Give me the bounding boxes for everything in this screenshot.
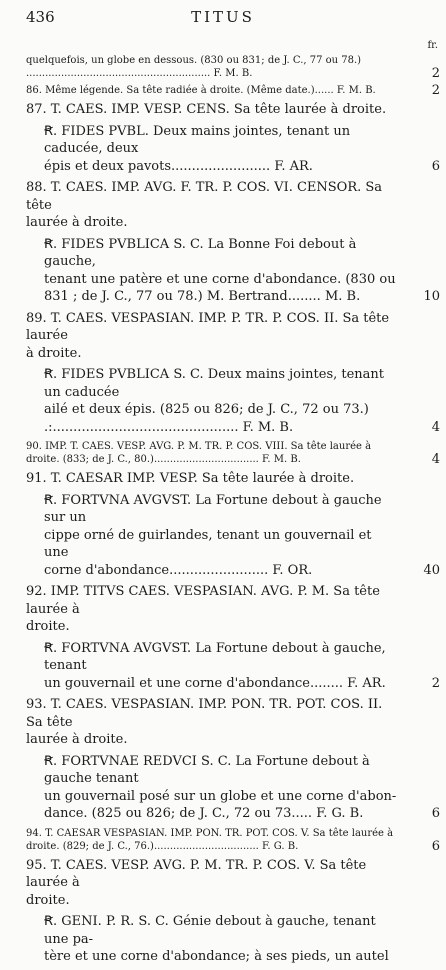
catalogue-entry-91r [26,492,440,580]
entry-line: droite. (833; de J. C., 80.)................................. F. M. B. [26,454,301,465]
entry-line: ailé et deux épis. (825 ou 826; de J. C., 72 ou 73.) [44,402,369,417]
unit-label: fr. [427,40,438,51]
entry-line: un gouvernail posé sur un globe et une corne d'abon- [44,788,397,804]
price-value: 2 [431,675,440,691]
entry-line: .:............................................. F. M. B. [44,419,294,435]
entry-line: 95. T. CAES. VESP. AVG. P. M. TR. P. COS. V. Sa tête laurée à [26,857,367,890]
entry-line: 94. T. CAESAR VESPASIAN. IMP. PON. TR. POT. COS. V. Sa tête laurée à [26,827,394,839]
entry-line: Ꞧ. GENI. P. R. S. C. Génie debout à gauche, tenant une pa- [44,914,376,947]
entry-line: Ꞧ. FIDES PVBL. Deux mains jointes, tenant un caducée, deux [44,123,351,156]
price-value: 2 [431,83,440,98]
catalogue-entry-87 [26,101,398,119]
entry-line: 90. IMP. T. CAES. VESP. AVG. P. M. TR. P. COS. VIII. Sa tête laurée à [26,441,372,452]
price-value: 4 [431,419,440,435]
catalogue-body [26,54,440,970]
catalogue-entry-89 [26,310,398,363]
page-header [0,8,446,36]
catalogue-entry-95 [26,857,398,910]
price-value: 10 [423,289,440,304]
entry-line: 831 ; de J. C., 77 ou 78.) M. Bertrand........ M. B. [44,289,361,304]
entry-line: Ꞧ. FIDES PVBLICA S. C. Deux mains jointes, tenant un caducée [44,367,385,400]
catalogue-entry-95r [26,913,398,966]
entry-line: 91. T. CAESAR IMP. VESP. Sa tête laurée à droite. [26,471,355,486]
entry-line: Ꞧ. FORTVNAE REDVCI S. C. La Fortune debout à gauche tenant [44,753,370,786]
price-value: 2 [431,66,440,81]
catalogue-entry-92r [26,640,440,693]
entry-line: quelquefois, un globe en dessous. (830 ou 831; de J. C., 77 ou 78.) [26,55,362,66]
catalogue-entry-86 [26,83,440,98]
price-value: 6 [431,806,440,821]
catalogue-entry-88 [26,179,398,232]
entry-line: Ꞧ. FIDES PVBLICA S. C. La Bonne Foi debout à gauche, [44,236,357,269]
entry-line: dance. (825 ou 826; de J. C., 72 ou 73..... F. G. B. [44,806,364,821]
entry-line: cippe orné de guirlandes, tenant un gouvernail et une [44,527,372,560]
price-value: 40 [423,562,440,578]
catalogue-entry-91 [26,470,398,488]
entry-line: 92. IMP. TITVS CAES. VESPASIAN. AVG. P. M. Sa tête laurée à [26,584,380,617]
entry-line: 87. T. CAES. IMP. VESP. CENS. Sa tête laurée à droite. [26,102,387,117]
catalogue-entry-88r [26,236,440,306]
catalogue-entry-cont [26,54,440,81]
entry-line: tenant une patère et une corne d'abondance. (830 ou [44,271,396,287]
catalogue-entry-89r [26,366,440,436]
catalogue-entry-87r [26,123,440,176]
entry-line: épis et deux pavots........................ F. AR. [44,158,313,174]
entry-line: Ꞧ. FORTVNA AVGVST. La Fortune debout à gauche sur un [44,492,382,525]
entry-line: laurée à droite. [26,215,128,230]
catalogue-entry-94 [26,827,440,854]
entry-line: un gouvernail et une corne d'abondance........ F. AR. [44,675,386,691]
entry-line: laurée à droite. [26,732,128,747]
entry-line: à droite. [26,345,82,361]
entry-line: 86. Même légende. Sa tête radiée à droite. (Même date.)...... F. M. B. [26,85,376,96]
catalogue-entry-93r [26,753,440,823]
entry-line: 88. T. CAES. IMP. AVG. F. TR. P. COS. VI. CENSOR. Sa tête [26,180,383,213]
price-value: 6 [431,158,440,174]
entry-line: 93. T. CAES. VESPASIAN. IMP. PON. TR. POT. COS. II. Sa tête [26,697,383,730]
entry-line: droite. [26,892,70,908]
entry-line: corne d'abondance........................ F. OR. [44,562,313,578]
entry-line: Ꞧ. FORTVNA AVGVST. La Fortune debout à gauche, tenant [44,640,386,673]
entry-line: tère et une corne d'abondance; à ses pieds, un autel [44,949,389,964]
catalogue-entry-92 [26,583,398,636]
price-value: 6 [431,838,440,854]
page-number: 436 [26,8,55,26]
catalogue-entry-93 [26,696,398,749]
entry-line: 89. T. CAES. VESPASIAN. IMP. P. TR. P. COS. II. Sa tête laurée [26,310,390,343]
entry-line: droite. [26,619,70,634]
entry-line: .......................................................... F. M. B. [26,68,253,79]
price-value: 4 [431,452,440,467]
page-title: TITUS [191,8,255,26]
entry-line: droite. (829; de J. C., 76.)................................. F. G. B. [26,840,299,852]
catalogue-entry-90 [26,440,440,467]
